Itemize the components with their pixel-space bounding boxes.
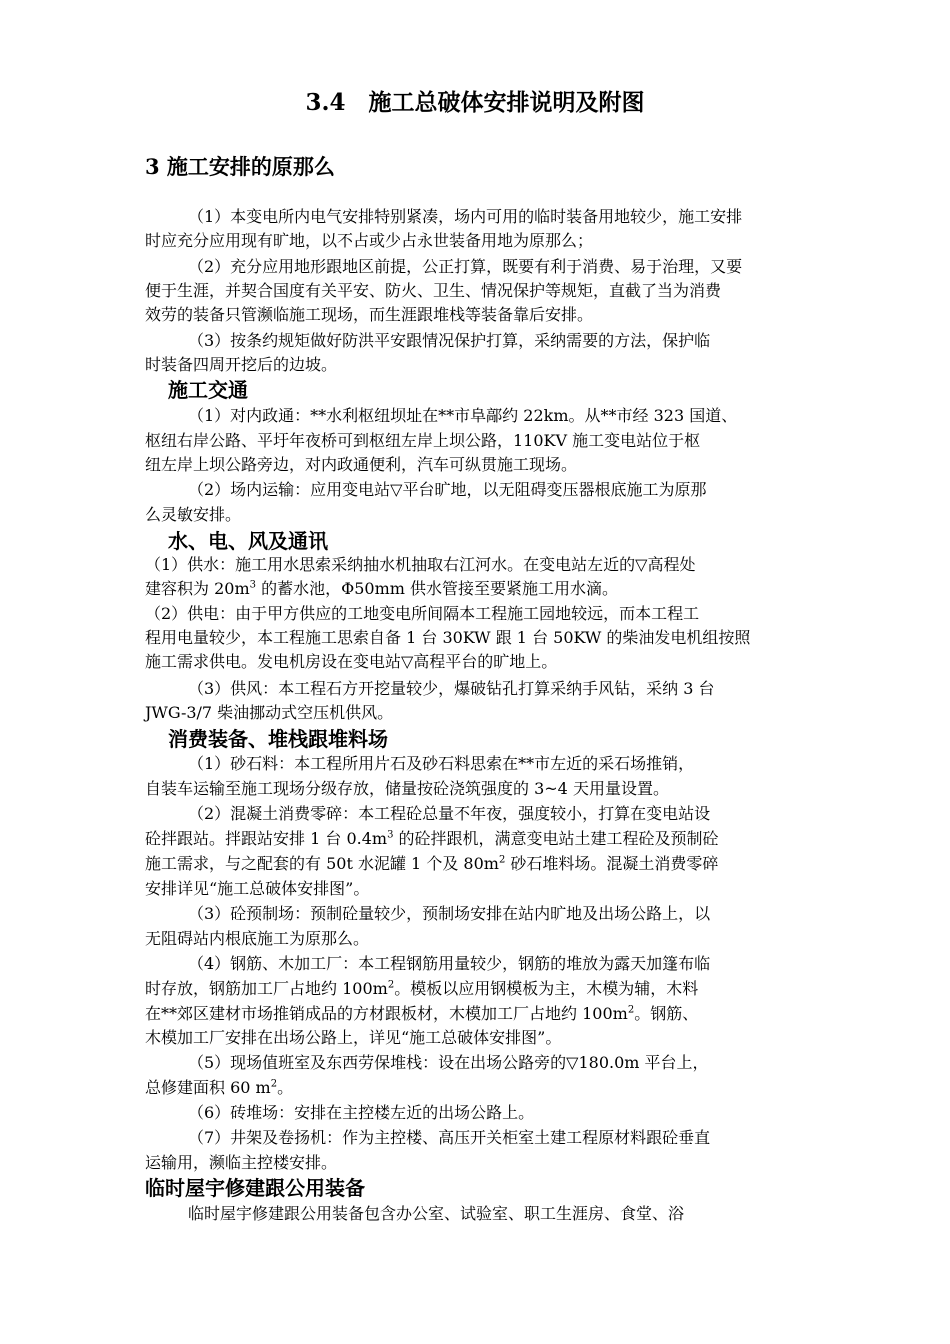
power-line-3: 施工需求供电。发电机房设在变电站▽高程平台的旷地上。 — [145, 652, 558, 671]
wind-line-1: （3）供风：本工程石方开挖量较少，爆破钻孔打算采纳手风钻，采纳 3 台 — [188, 679, 715, 698]
principle-2-line-1: （2）充分应用地形跟地区前提，公正打算，既要有利于消费、易于治理，又要 — [188, 257, 743, 276]
utilities-heading: 水、电、风及通讯 — [168, 529, 328, 553]
duty-line-2: 总修建面积 60 $m^2$。 — [145, 1078, 294, 1097]
steel-line-1: （4）钢筋、木加工厂：本工程钢筋用量较少，钢筋的堆放为露天加篷布临 — [188, 954, 711, 973]
hoist-line-1: （7）井架及卷扬机：作为主控楼、高压开关柜室土建工程原材料跟砼垂直 — [188, 1128, 711, 1147]
document-title: 3.4 施工总破体安排说明及附图 — [305, 89, 645, 116]
principle-3-line-1: （3）按条约规矩做好防洪平安跟情况保护打算，采纳需要的方法，保护临 — [188, 331, 711, 350]
steel-line-2: 时存放，钢筋加工厂占地约 $100m^2$。模板以应用钢模板为主，木模为辅，木料 — [145, 979, 699, 998]
traffic-2-line-2: 么灵敏安排。 — [145, 505, 242, 524]
concrete-line-4: 安排详见“施工总破体安排图”。 — [145, 879, 370, 898]
principle-2-line-2: 便于生涯，并契合国度有关平安、防火、卫生、情况保护等规矩，直截了当为消费 — [145, 281, 722, 300]
hoist-line-2: 运输用，濒临主控楼安排。 — [145, 1153, 338, 1172]
traffic-1-line-1: （1）对内政通：**水利枢纽坝址在**市阜鄗约 22km。从**市经 323 国道、 — [188, 406, 738, 425]
water-line-2: 建容积为 $20m^3$ 的蓄水池，Φ50mm 供水管接至要紧施工用水滴。 — [145, 579, 618, 598]
traffic-1-line-2: 枢纽右岸公路、平圩年夜桥可到枢纽左岸上坝公路，110KV 施工变电站位于枢 — [145, 431, 701, 450]
principle-3-line-2: 时装备四周开挖后的边坡。 — [145, 355, 338, 374]
concrete-line-2: 砼拌跟站。拌跟站安排 1 台 $0.4m^3$ 的砼拌跟机，满意变电站土建工程砼及预制砼 — [145, 829, 719, 848]
brick-line: （6）砖堆场：安排在主控楼左近的出场公路上。 — [188, 1103, 535, 1122]
concrete-line-3: 施工需求，与之配套的有 50t 水泥罐 1 个及 $80m^2$ 砂石堆料场。混凝土消费零碎 — [145, 854, 719, 873]
sand-line-2: 自装车运输至施工现场分级存放，储量按砼浇筑强度的 3~4 天用量设置。 — [145, 779, 669, 798]
precast-line-1: （3）砼预制场：预制砼量较少，预制场安排在站内旷地及出场公路上，以 — [188, 904, 711, 923]
principle-1-line-1: （1）本变电所内电气安排特别紧凑，场内可用的临时装备用地较少，施工安排 — [188, 207, 743, 226]
power-line-2: 程用电量较少，本工程施工思索自备 1 台 30KW 跟 1 台 50KW 的柴油发电机组按照 — [145, 628, 751, 647]
section-heading: 3 施工安排的原那么 — [145, 154, 335, 179]
temp-heading: 临时屋宇修建跟公用装备 — [145, 1176, 365, 1200]
steel-line-3: 在**郊区建材市场推销成品的方材跟板材，木模加工厂占地约 $100m^2$。钢筋、 — [145, 1004, 699, 1023]
traffic-2-line-1: （2）场内运输：应用变电站▽平台旷地，以无阻碍变压器根底施工为原那 — [188, 480, 707, 499]
duty-line-1: （5）现场值班室及东西劳保堆栈：设在出场公路旁的▽180.0m 平台上， — [188, 1053, 709, 1072]
production-heading: 消费装备、堆栈跟堆料场 — [168, 727, 388, 751]
principle-2-line-3: 效劳的装备只管濒临施工现场，而生涯跟堆栈等装备靠后安排。 — [145, 305, 594, 324]
water-line-1: （1）供水：施工用水思索采纳抽水机抽取右江河水。在变电站左近的▽高程处 — [145, 555, 696, 574]
power-line-1: （2）供电：由于甲方供应的工地变电所间隔本工程施工园地较远，而本工程工 — [145, 604, 700, 623]
concrete-line-1: （2）混凝土消费零碎：本工程砼总量不年夜，强度较小，打算在变电站设 — [188, 804, 711, 823]
traffic-heading: 施工交通 — [168, 378, 248, 402]
temp-line-1: 临时屋宇修建跟公用装备包含办公室、试验室、职工生涯房、食堂、浴 — [188, 1204, 685, 1223]
principle-1-line-2: 时应充分应用现有旷地，以不占或少占永世装备用地为原那么； — [145, 231, 594, 250]
sand-line-1: （1）砂石料：本工程所用片石及砂石料思索在**市左近的采石场推销， — [188, 754, 695, 773]
steel-line-4: 木模加工厂安排在出场公路上，详见“施工总破体安排图”。 — [145, 1028, 562, 1047]
precast-line-2: 无阻碍站内根底施工为原那么。 — [145, 929, 370, 948]
traffic-1-line-3: 纽左岸上坝公路旁边，对内政通便利，汽车可纵贯施工现场。 — [145, 455, 578, 474]
wind-line-2: JWG-3/7 柴油挪动式空压机供风。 — [145, 703, 394, 722]
